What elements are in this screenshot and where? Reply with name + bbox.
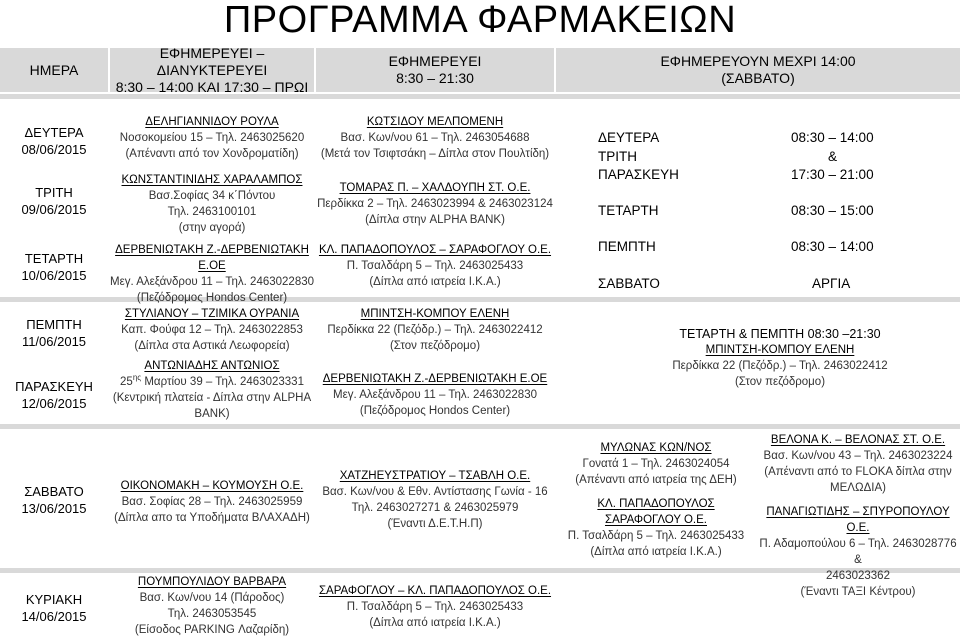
pharmacy-mon-c1: ΔΕΛΗΓΙΑΝΝΙΔΟΥ ΡΟΥΛΑ Νοσοκομείου 15 – Τηλ. 2463025620 (Απέναντι από τον Χονδροματίδη) — [119, 116, 305, 160]
pharmacy-thu-fri-c3: ΤΕΤΑΡΤΗ & ΠΕΜΠΤΗ 08:30 –21:30 ΜΠΙΝΤΣΗ-ΚΟΜΠΟΥ ΕΛΕΝΗ Περδίκκα 22 (Πεζόδρ.) – Τηλ. 2463022412 (Στον πεζόδρομο) — [672, 327, 888, 388]
pharmacy-sat-c3b: ΒΕΛΟΝΑ Κ. – ΒΕΛΟΝΑΣ ΣΤ. Ο.Ε. Βασ. Κων/νου 43 – Τηλ. 2463023224 (Απέναντι από το FLOKA δίπλα στην ΜΕΛΩΔΙΑ) ΠΑΝΑΓΙΩΤΙΔΗΣ – ΣΠΥΡΟΠΟΥΛΟΥ Ο.Ε. Π. Αδαμοπούλου 6 – Τηλ. 2463028776 & 2463023362 (Έναντι ΤΑΞΙ Κέντρου) — [759, 434, 957, 598]
hours-day: ΤΡΙΤΗ — [598, 149, 637, 164]
day-sunday: ΚΥΡΙΑΚΗ 14/06/2015 — [21, 592, 87, 624]
header-col2-line2: 8:30 – 21:30 — [396, 70, 474, 86]
day-friday: ΠΑΡΑΣΚΕΥΗ 12/06/2015 — [15, 379, 93, 411]
opening-hours — [556, 100, 960, 296]
pharmacy-sun-c1: ΠΟΥΜΠΟΥΛΙΔΟΥ ΒΑΡΒΑΡΑ Βασ. Κων/νου 14 (Πάροδος) Τηλ. 2463053545 (Είσοδος PARKING Λαζαρίδη) — [134, 576, 290, 636]
header-col2-line1: ΕΦΗΜΕΡΕΥΕΙ — [388, 53, 482, 69]
pharmacy-sat-c2: ΧΑΤΖΗΕΥΣΤΡΑΤΙΟΥ – ΤΣΑΒΛΗ Ο.Ε. Βασ. Κων/νου & Εθν. Αντίστασης Γωνία - 16 Τηλ. 2463027271 & 2463025979 (Έναντι Δ.Ε.Τ.Η.Π) — [322, 470, 548, 530]
header-day — [0, 48, 108, 92]
header-col3 — [556, 48, 960, 92]
pharmacy-thu-c2: ΜΠΙΝΤΣΗ-ΚΟΜΠΟΥ ΕΛΕΝΗ Περδίκκα 22 (Πεζόδρ.) – Τηλ. 2463022412 (Στον πεζόδρομο) — [327, 308, 543, 352]
pharmacy-fri-c1: ΑΝΤΩΝΙΑΔΗΣ ΑΝΤΩΝΙΟΣ $25^{\eta\varsigma}$ Μαρτίου 39 – Τηλ. 2463023331 (Κεντρική πλατεία - Δίπλα στην ALPHA BANK) — [112, 360, 312, 420]
hours-day: ΠΕΜΠΤΗ — [598, 239, 656, 254]
day-wednesday: ΤΕΤΑΡΤΗ 10/06/2015 — [21, 251, 87, 283]
row-separator — [0, 94, 960, 99]
pharmacy-sun-c2: ΣΑΡΑΦΟΓΛΟΥ – ΚΛ. ΠΑΠΑΔΟΠΟΥΛΟΣ Ο.Ε. Π. Τσαλδάρη 5 – Τηλ. 2463025433 (Δίπλα από ιατρεία Ι.Κ.Α.) — [318, 585, 552, 629]
row-separator — [0, 424, 960, 429]
header-col1-line1: ΕΦΗΜΕΡΕΥΕΙ – ΔΙΑΝΥΚΤΕΡΕΥΕΙ — [156, 44, 268, 78]
day-saturday: ΣΑΒΒΑΤΟ 13/06/2015 — [21, 484, 87, 516]
day-thursday: ΠΕΜΠΤΗ 11/06/2015 — [21, 317, 87, 349]
header-col1-line2: 8:30 – 14:00 ΚΑΙ 17:30 – ΠΡΩΙ — [115, 78, 309, 95]
hours-time: 08:30 – 14:00 — [791, 130, 874, 145]
pharmacy-mon-c2: ΚΩΤΣΙΔΟΥ ΜΕΛΠΟΜΕΝΗ Βασ. Κων/νου 61 – Τηλ. 2463054688 (Μετά τον Τσιφτσάκη – Δίπλα στον Πουλτίδη) — [320, 116, 550, 160]
hours-time: 17:30 – 21:00 — [791, 167, 874, 182]
hours-time: 08:30 – 14:00 — [791, 239, 874, 254]
pharmacy-fri-c2: ΔΕΡΒΕΝΙΩΤΑΚΗ Ζ.-ΔΕΡΒΕΝΙΩΤΑΚΗ Ε.ΟΕ Μεγ. Αλεξάνδρου 11 – Τηλ. 2463022830 (Πεζόδρομος Hondos Center) — [322, 373, 548, 417]
pharmacy-wed-c1: ΔΕΡΒΕΝΙΩΤΑΚΗ Ζ.-ΔΕΡΒΕΝΙΩΤΑΚΗ Ε.ΟΕ Μεγ. Αλεξάνδρου 11 – Τηλ. 2463022830 (Πεζόδρομος Hondos Center) — [110, 244, 315, 304]
header-col3-line2: (ΣΑΒΒΑΤΟ) — [721, 70, 795, 86]
hours-day: ΔΕΥΤΕΡΑ — [598, 130, 660, 145]
header-col2 — [316, 48, 554, 92]
pharmacy-sat-c3a: ΜΥΛΩΝΑΣ ΚΩΝ/ΝΟΣ Γονατά 1 – Τηλ. 2463024054 (Απέναντι από ιατρεία της ΔΕΗ) ΚΛ. ΠΑΠΑΔΟΠΟΥΛΟΣ ΣΑΡΑΦΟΓΛΟΥ Ο.Ε. Π. Τσαλδάρη 5 – Τηλ. 2463025433 (Δίπλα από ιατρεία Ι.Κ.Α.) — [567, 442, 745, 558]
day-monday: ΔΕΥΤΕΡΑ 08/06/2015 — [21, 125, 87, 157]
hours-time: ΑΡΓΙΑ — [812, 276, 851, 291]
hours-time: 08:30 – 15:00 — [791, 203, 874, 218]
hours-day: ΤΕΤΑΡΤΗ — [598, 203, 659, 218]
header-col1 — [110, 44, 314, 95]
day-tuesday: ΤΡΙΤΗ 09/06/2015 — [21, 185, 87, 217]
page-title: ΠΡΟΓΡΑΜΜΑ ΦΑΡΜΑΚΕΙΩΝ — [223, 0, 737, 41]
pharmacy-tue-c1: ΚΩΝΣΤΑΝΤΙΝΙΔΗΣ ΧΑΡΑΛΑΜΠΟΣ Βασ.Σοφίας 34 κ΄Πόντου Τηλ. 2463100101 (στην αγορά) — [121, 174, 303, 234]
hours-day: ΠΑΡΑΣΚΕΥΗ — [598, 167, 679, 182]
hours-time: & — [828, 149, 838, 164]
pharmacy-thu-c1: ΣΤΥΛΙΑΝΟΥ – ΤΖΙΜΙΚΑ ΟΥΡΑΝΙΑ Καπ. Φούφα 12 – Τηλ. 2463022853 (Δίπλα στα Αστικά Λεωφορεία) — [121, 308, 303, 352]
hours-day: ΣΑΒΒΑΤΟ — [598, 276, 660, 291]
pharmacy-wed-c2: ΚΛ. ΠΑΠΑΔΟΠΟΥΛΟΣ – ΣΑΡΑΦΟΓΛΟΥ Ο.Ε. Π. Τσαλδάρη 5 – Τηλ. 2463025433 (Δίπλα από ιατρεία Ι.Κ.Α.) — [318, 244, 552, 288]
pharmacy-sat-c1: ΟΙΚΟΝΟΜΑΚΗ – ΚΟΥΜΟΥΣΗ Ο.Ε. Βασ. Σοφίας 28 – Τηλ. 2463025959 (Δίπλα απο τα Υποδήματα ΒΛΑΧΑΔΗ) — [114, 480, 310, 524]
pharmacy-tue-c2: ΤΟΜΑΡΑΣ Π. – ΧΑΛΔΟΥΠΗ ΣΤ. Ο.Ε. Περδίκκα 2 – Τηλ. 2463023994 & 2463023124 (Δίπλα στην ALPHA BANK) — [317, 182, 553, 226]
header-col3-line1: ΕΦΗΜΕΡΕΥΟΥΝ ΜΕΧΡΙ 14:00 — [660, 53, 856, 69]
header-day-label: ΗΜΕΡΑ — [29, 61, 79, 78]
